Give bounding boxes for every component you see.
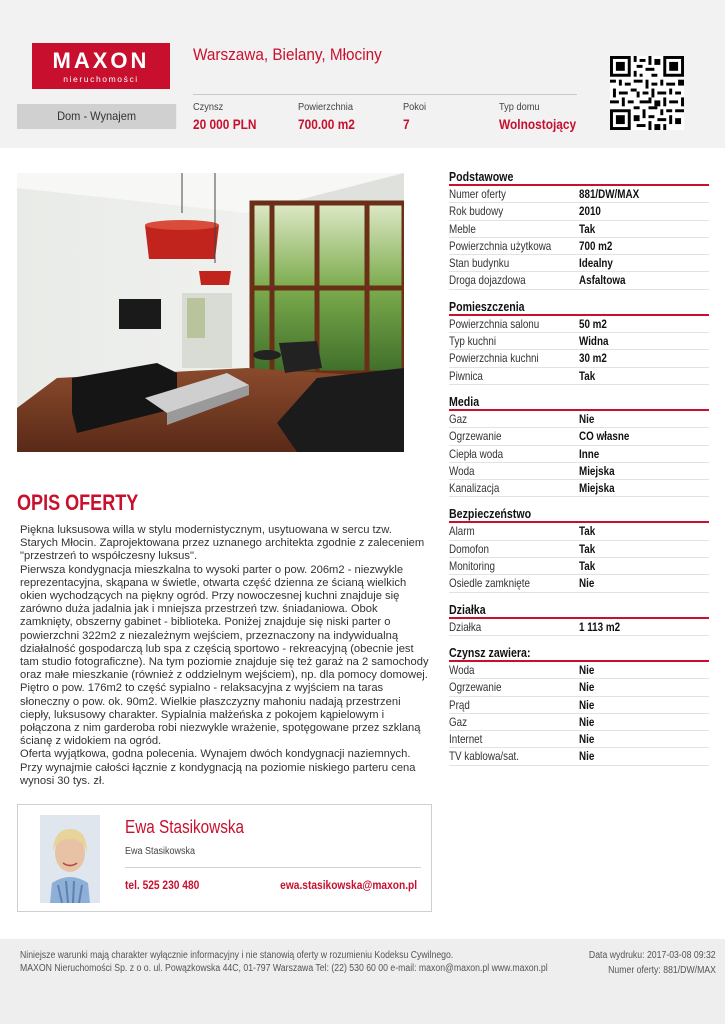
- logo-subtitle: nieruchomości: [63, 74, 139, 84]
- maxon-logo[interactable]: [32, 43, 170, 89]
- param-section-title-text: Bezpieczeństwo: [449, 507, 532, 522]
- param-row: [449, 221, 709, 238]
- param-section-title-text: Czynsz zawiera:: [449, 645, 531, 660]
- param-row: [449, 541, 709, 558]
- param-label: Internet: [449, 732, 483, 747]
- param-row: [449, 748, 709, 765]
- price-label: Czynsz: [193, 101, 224, 113]
- param-row: [449, 238, 709, 255]
- param-section: [449, 298, 709, 385]
- param-value: Nie: [579, 411, 595, 426]
- param-row: [449, 255, 709, 272]
- property-parameters: [449, 168, 709, 774]
- agent-divider: [125, 867, 421, 868]
- param-label: Stan budynku: [449, 256, 510, 271]
- footer: [0, 939, 725, 1024]
- param-label: Numer oferty: [449, 187, 506, 201]
- param-row: [449, 619, 709, 636]
- param-value: Tak: [579, 368, 596, 383]
- param-value: Tak: [579, 524, 596, 539]
- param-label: Droga dojazdowa: [449, 273, 526, 288]
- param-label: Powierzchnia kuchni: [449, 351, 539, 366]
- param-label: Gaz: [449, 411, 468, 426]
- param-value: 30 m2: [579, 351, 607, 366]
- param-section-title: [449, 393, 709, 411]
- rooms-label: Pokoi: [403, 101, 427, 113]
- param-row: [449, 203, 709, 220]
- param-row: [449, 714, 709, 731]
- param-label: Ogrzewanie: [449, 680, 502, 695]
- description-title: OPIS OFERTY: [17, 490, 139, 515]
- price-value: 20 000 PLN: [193, 116, 257, 132]
- param-label: Ogrzewanie: [449, 429, 502, 444]
- param-row: [449, 463, 709, 480]
- param-value: 700 m2: [579, 238, 613, 253]
- property-photo[interactable]: [17, 173, 404, 452]
- area-field: [298, 101, 365, 132]
- area-label: Powierzchnia: [298, 101, 353, 113]
- param-label: TV kablowa/sat.: [449, 749, 520, 764]
- param-value: Nie: [579, 576, 595, 591]
- param-section-title-text: Media: [449, 394, 480, 409]
- price-field: [193, 101, 268, 132]
- param-label: Piwnica: [449, 368, 483, 383]
- param-row: [449, 446, 709, 463]
- param-value: Asfaltowa: [579, 273, 626, 288]
- param-value: Nie: [579, 749, 595, 764]
- param-row: [449, 575, 709, 592]
- param-section-title: [449, 644, 709, 662]
- param-label: Gaz: [449, 714, 468, 729]
- qr-code-icon[interactable]: [610, 56, 684, 130]
- param-value: Idealny: [579, 256, 613, 271]
- param-label: Rok budowy: [449, 204, 504, 219]
- param-label: Alarm: [449, 524, 475, 539]
- param-value: Inne: [579, 446, 600, 461]
- param-label: Powierzchnia salonu: [449, 316, 540, 331]
- agent-card: [17, 804, 432, 912]
- param-label: Domofon: [449, 541, 489, 556]
- param-value: Miejska: [579, 481, 615, 496]
- param-value: 881/DW/MAX: [579, 187, 640, 201]
- param-label: Działka: [449, 619, 482, 634]
- param-value: Tak: [579, 559, 596, 574]
- logo-name: MAXON: [52, 48, 150, 73]
- param-section: [449, 505, 709, 592]
- param-section: [449, 168, 709, 290]
- agent-avatar: [40, 815, 100, 903]
- param-value: CO własne: [579, 429, 630, 444]
- param-label: Prąd: [449, 697, 470, 712]
- house-type-value: Wolnostojący: [499, 116, 577, 132]
- param-value: Miejska: [579, 463, 615, 478]
- param-label: Woda: [449, 662, 475, 677]
- param-row: [449, 662, 709, 679]
- param-label: Meble: [449, 221, 476, 236]
- param-row: [449, 679, 709, 696]
- param-value: Tak: [579, 541, 596, 556]
- agent-subtitle: Ewa Stasikowska: [125, 846, 196, 857]
- param-label: Powierzchnia użytkowa: [449, 238, 552, 253]
- param-section-title-text: Podstawowe: [449, 170, 514, 184]
- footer-print-date: Data wydruku: 2017-03-08 09:32: [589, 950, 716, 961]
- param-label: Ciepła woda: [449, 446, 504, 461]
- param-row: [449, 333, 709, 350]
- property-address: Warszawa, Bielany, Młociny: [193, 45, 382, 64]
- param-value: Nie: [579, 732, 595, 747]
- param-label: Monitoring: [449, 559, 495, 574]
- agent-email-link[interactable]: ewa.stasikowska@maxon.pl: [280, 878, 417, 892]
- footer-company-info: MAXON Nieruchomości Sp. z o o. ul. Powązkowska 44C, 01-797 Warszawa Tel: (22) 530 60 00 e-mail: maxon@maxon.pl www.maxon.pl: [20, 963, 548, 974]
- param-row: [449, 731, 709, 748]
- param-row: [449, 350, 709, 367]
- param-section-title: [449, 601, 709, 619]
- param-value: 50 m2: [579, 316, 607, 331]
- param-label: Typ kuchni: [449, 334, 497, 349]
- description-text: Piękna luksusowa willa w stylu modernistycznym, usytuowana w sercu tzw. Starych Młocin. Zaprojektowana przez uznanego architekta zgodnie z zaleceniem "przestrzeń to współczesny luksus". Pierwsza kondygnacja mieszkalna to wysoki parter o pow. 206m2 - niezwykle reprezentacyjna, skąpana w świetle, otwarta część dzienna ze ścianą wielkich okien wychodzących na piękny ogród. Przy nowoczesnej kuchni znajduje się zarówno duża jadalnia jak i mniejsza przestrzeń tzw. śniadaniowa. Obok zamknięty, obszerny gabinet - biblioteka. Poniżej znajduje się niski parter o powierzchni 322m2 z niezależnym wejściem, przeznaczony na indywidualną działalność gospodarczą lub spa z częścią sportowo - rekreacyjną (obecnie jest tam studio fotograficzne). Na tym poziomie znajduje się też garaż na 2 samochody oraz małe mieszkanie (również z oddzielnym wejściem), np. dla pomocy domowej. Piętro o pow. 176m2 to część sypialno - relaksacyjna z wyjściem na taras słoneczny o pow. ok. 90m2. Wielkie płaszczyzny mahoniu nadają przestrzeni ciepły, luksusowy charakter. Sypialnia małżeńska z pokojem kąpielowym i połączona z nim garderoba robi niezwykle wrażenie, spotęgowane przez szklaną ścianę z widokiem na ogród. Oferta wyjątkowa, godna polecenia. Wynajem dwóch kondygnacji naziemnych. Przy wynajmie całości łącznie z kondygnacją na poziomie niskiego parteru cena wynosi 30 tys. zł.: [20, 524, 429, 787]
- param-row: [449, 411, 709, 428]
- param-value: Tak: [579, 221, 596, 236]
- param-value: Nie: [579, 714, 595, 729]
- house-type-field: [499, 101, 590, 132]
- param-label: Osiedle zamknięte: [449, 576, 530, 591]
- param-row: [449, 523, 709, 540]
- param-value: 2010: [579, 204, 601, 219]
- param-row: [449, 428, 709, 445]
- param-section-title: [449, 505, 709, 523]
- param-row: [449, 316, 709, 333]
- header: [0, 0, 725, 148]
- param-section: [449, 393, 709, 497]
- param-section-title: [449, 298, 709, 316]
- param-value: Nie: [579, 680, 595, 695]
- offer-type-badge: Dom - Wynajem: [17, 104, 176, 129]
- agent-name: Ewa Stasikowska: [125, 817, 245, 837]
- param-row: [449, 368, 709, 385]
- house-type-label: Typ domu: [499, 101, 540, 113]
- param-label: Woda: [449, 463, 475, 478]
- footer-offer-number: Numer oferty: 881/DW/MAX: [608, 965, 716, 976]
- param-section-title-text: Działka: [449, 602, 486, 617]
- param-row: [449, 272, 709, 289]
- rooms-value: 7: [403, 116, 410, 132]
- param-value: Nie: [579, 697, 595, 712]
- footer-disclaimer: Niniejsze warunki mają charakter wyłącznie informacyjny i nie stanowią oferty w rozumieniu Kodeksu Cywilnego.: [20, 950, 454, 961]
- param-row: [449, 480, 709, 497]
- param-row: [449, 558, 709, 575]
- param-row: [449, 697, 709, 714]
- rooms-field: [403, 101, 429, 132]
- header-divider: [193, 94, 577, 95]
- agent-phone-link[interactable]: tel. 525 230 480: [125, 878, 200, 892]
- area-value: 700.00 m2: [298, 116, 355, 132]
- param-section: [449, 644, 709, 766]
- param-label: Kanalizacja: [449, 481, 500, 496]
- param-section: [449, 601, 709, 636]
- param-value: Widna: [579, 334, 609, 349]
- param-section-title: [449, 168, 709, 186]
- param-value: 1 113 m2: [579, 619, 621, 634]
- param-value: Nie: [579, 662, 595, 677]
- param-section-title-text: Pomieszczenia: [449, 299, 525, 314]
- param-row: [449, 186, 709, 203]
